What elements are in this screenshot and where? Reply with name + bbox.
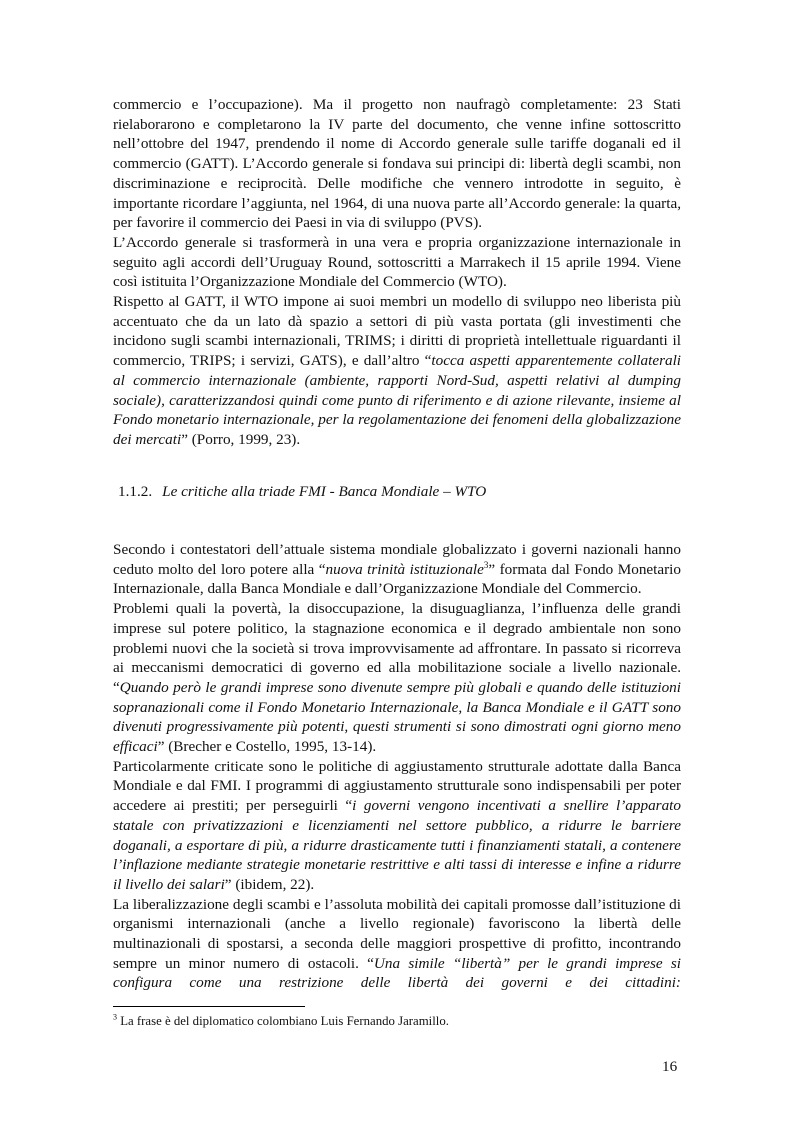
paragraph-wto-vs-gatt [113, 292, 681, 450]
quote-italic: i governi vengono incentivati a snellire l’apparato statale con privatizzazioni e licenziamenti nel settore pubblico, a ridurre le barriere doganali, a esportare di più, a ridurre drasticamente tutti i finanziamenti statali, a contenere l’inflazione mediante strategie monetarie restrittive e alti tassi di interesse e infine a ridurre il livello dei salari [113, 797, 681, 893]
paragraph-gatt-history: commercio e l’occupazione). Ma il progetto non naufragò completamente: 23 Stati rielaborarono e completarono la IV parte del documento, che venne infine sottoscritto nell’ottobre del 1947, prendendo il nome di Accordo generale sulle tariffe doganali ed il commercio (GATT). L’Accordo generale si fondava sui principi di: libertà degli scambi, non discriminazione e reciprocità. Delle modifiche che vennero introdotte in seguito, è importante ricordare l’aggiunta, nel 1964, di una nuova parte all’Accordo generale: la quarta, per favorire il commercio dei Paesi in via di sviluppo (PVS). [113, 96, 681, 232]
quote-italic: Una simile “libertà” per le grandi imprese si configura come una restrizione delle libertà dei governi e dei cittadini: [113, 954, 681, 992]
paragraph-aggiustamento [113, 757, 681, 895]
footnote-marker: 3 [113, 1012, 117, 1022]
section-gatt-wto [113, 95, 681, 450]
paragraph-trinita [113, 540, 681, 599]
paragraph-text: Secondo i contestatori dell’attuale sistema mondiale globalizzato i governi nazionali hanno ceduto molto del loro potere alla “ [113, 541, 681, 578]
page-number: 16 [662, 1058, 678, 1075]
section-critiche [113, 540, 681, 993]
footnote [113, 1014, 449, 1029]
paragraph-wto-founding: L’Accordo generale si trasformerà in una vera e propria organizzazione internazionale in seguito agli accordi dell’Uruguay Round, sottoscritti a Marrakech il 15 aprile 1994. Viene così istituita l’Organizzazione Mondiale del Commercio (WTO). [113, 233, 681, 291]
quote-italic: Quando però le grandi imprese sono divenute sempre più globali e quando delle istituzioni sopranazionali come il Fondo Monetario Internazionale, la Banca Mondiale e il GATT sono divenuti progressivamente più potenti, questi strumenti si sono dimostrati ogni giorno meno efficaci [113, 678, 681, 756]
citation: ” (Brecher e Costello, 1995, 13-14). [157, 738, 377, 756]
quote-italic: tocca aspetti apparentemente collaterali al commercio internazionale (ambiente, rapporti Nord-Sud, aspetti relativi al dumping sociale), caratterizzandosi quindi come punto di riferimento e di azione rilevante, insieme al Fondo monetario internazionale, per la regolamentazione dei fenomeni della globalizzazione dei mercati [113, 352, 682, 448]
paragraph-text: Problemi quali la povertà, la disoccupazione, la disuguaglianza, l’influenza delle grandi imprese sul potere politico, la stagnazione economica e il degrado ambientale non sono problemi nuovi che la società si trova improvvisamente ad affrontare. In passato si ricorreva ai meccanismi democratici di governo ed alla mobilitazione sociale a livello nazionale. “ [113, 600, 681, 696]
quote-italic: nuova trinità istituzionale [325, 560, 484, 578]
paragraph-text: Rispetto al GATT, il WTO impone ai suoi membri un modello di sviluppo neo liberista più accentuato che da un lato dà spazio a settori di più vasta portata (gli investimenti che incidono sugli scambi internazionali, TRIMS; i diritti di proprietà intellettuale riguardanti il commercio, TRIPS; i servizi, GATS), e dall’altro “ [113, 293, 681, 370]
footnote-divider [113, 1006, 305, 1007]
citation: ” (Porro, 1999, 23). [181, 430, 301, 448]
section-number: 1.1.2. [118, 483, 153, 500]
section-title: Le critiche alla triade FMI - Banca Mondiale – WTO [162, 483, 487, 500]
citation: ” (ibidem, 22). [224, 875, 315, 893]
section-heading [118, 483, 486, 501]
paragraph-problemi [113, 599, 681, 757]
footnote-ref: 3 [483, 559, 489, 570]
paragraph-text: La liberalizzazione degli scambi e l’assoluta mobilità dei capitali promosse dall’istituzione di organismi internazionali (anche a livello regionale) favoriscono la libertà delle multinazionali di spostarsi, a seconda delle maggiori prospettive di profitto, incontrando sempre un minor numero di ostacoli. “ [113, 895, 681, 972]
paragraph-text: Particolarmente criticate sono le politiche di aggiustamento strutturale adottate dalla Banca Mondiale e dal FMI. I programmi di aggiustamento strutturale sono indispensabili per poter accedere ai prestiti; per perseguirli “ [113, 757, 681, 815]
paragraph-liberalizzazione [113, 895, 681, 994]
paragraph-text: ” formata dal Fondo Monetario Internazionale, dalla Banca Mondiale e dall’Organizzazione Mondiale del Commercio. [113, 560, 681, 598]
footnote-text: La frase è del diplomatico colombiano Luis Fernando Jaramillo. [117, 1014, 449, 1028]
